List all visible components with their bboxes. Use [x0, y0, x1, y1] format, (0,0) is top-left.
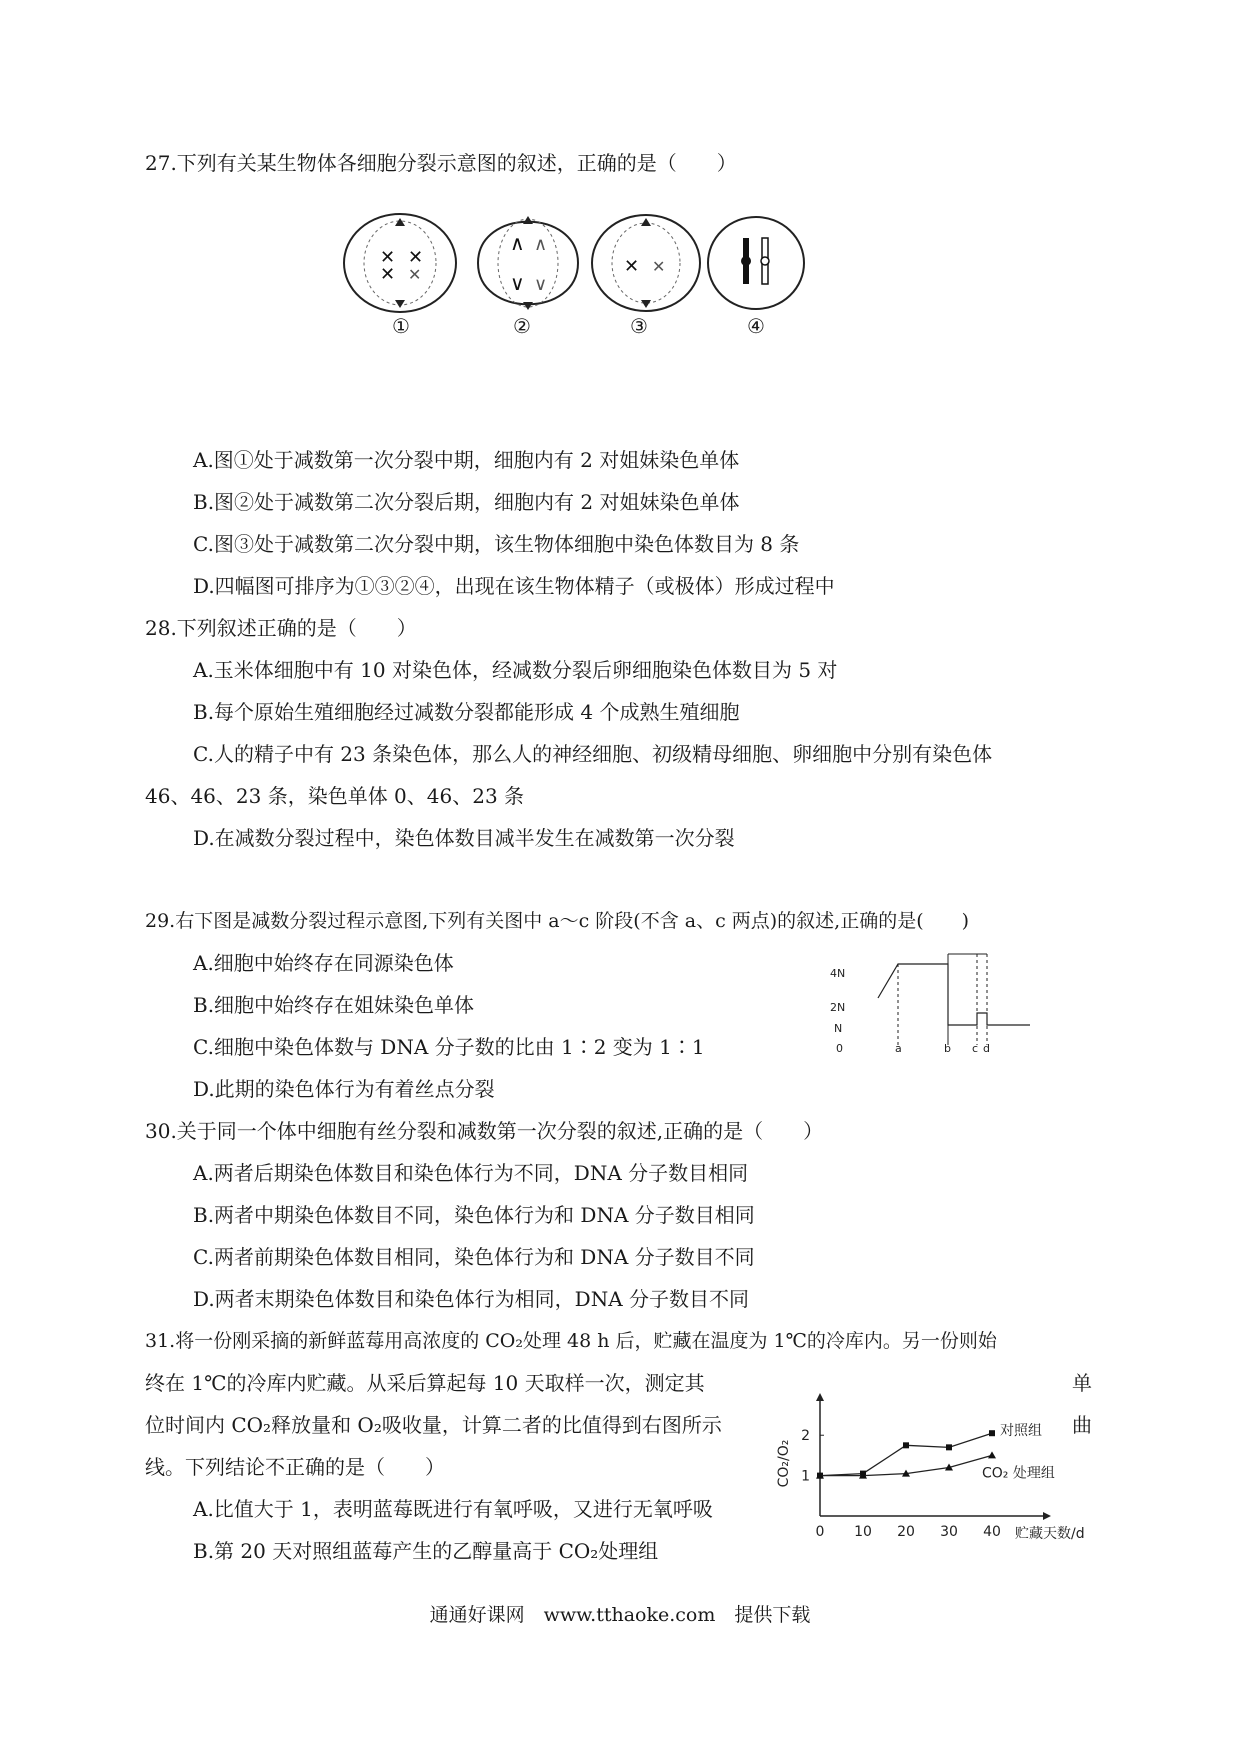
q29-option-b: B.细胞中始终存在姐妹染色单体: [193, 993, 475, 1017]
q30-option-b: B.两者中期染色体数目不同，染色体行为和 DNA 分子数目相同: [193, 1203, 755, 1227]
x-label-a: a: [895, 1042, 902, 1055]
q30-option-c: C.两者前期染色体数目相同，染色体行为和 DNA 分子数目不同: [193, 1245, 755, 1269]
q31-option-b: B.第 20 天对照组蓝莓产生的乙醇量高于 CO₂处理组: [193, 1539, 659, 1563]
q28-option-b: B.每个原始生殖细胞经过减数分裂都能形成 4 个成熟生殖细胞: [193, 700, 740, 724]
q31-respiration-chart: [770, 1388, 1085, 1558]
q30-stem: 30.关于同一个体中细胞有丝分裂和减数第一次分裂的叙述,正确的是（ ）: [145, 1119, 824, 1143]
svg-text:∨: ∨: [534, 274, 548, 295]
x-label-b: b: [944, 1042, 951, 1055]
y-axis-label: CO₂/O₂: [776, 1439, 792, 1488]
x-label-c: c: [972, 1042, 979, 1055]
q31-stem-line-3: 位时间内 CO₂释放量和 O₂吸收量，计算二者的比值得到右图所示: [145, 1413, 722, 1437]
x-tick-label: 0: [815, 1524, 825, 1540]
q27-option-d: D.四幅图可排序为①③②④，出现在该生物体精子（或极体）形成过程中: [193, 574, 835, 598]
x-tick-label: 30: [940, 1524, 958, 1540]
q28-stem: 28.下列叙述正确的是（ ）: [145, 616, 417, 640]
point-control: [946, 1444, 952, 1450]
svg-text:✕: ✕: [408, 247, 424, 268]
x-tick-label: 10: [854, 1524, 872, 1540]
q29-option-a: A.细胞中始终存在同源染色体: [193, 951, 454, 975]
y-label-2n: 2N: [830, 1001, 846, 1014]
y-label-0: 0: [836, 1042, 843, 1055]
svg-text:∧: ∧: [534, 234, 548, 255]
q29-stem: 29.右下图是减数分裂过程示意图,下列有关图中 a～c 阶段(不含 a、c 两点)的叙述,正确的是( ): [145, 910, 970, 932]
svg-text:✕: ✕: [380, 264, 396, 285]
svg-text:✕: ✕: [624, 256, 640, 277]
q29-meiosis-graph: [830, 940, 1070, 1070]
cell-label-4: ④: [747, 314, 765, 338]
cell-label-2: ②: [513, 314, 531, 338]
y-tick-label: 1: [801, 1468, 810, 1485]
footer-source: 通通好课网 www.tthaoke.com 提供下载: [429, 1604, 811, 1626]
q27-option-b: B.图②处于减数第二次分裂后期，细胞内有 2 对姐妹染色单体: [193, 490, 740, 514]
q28-option-c: C.人的精子中有 23 条染色体，那么人的神经细胞、初级精母细胞、卵细胞中分别有染色体: [193, 742, 993, 766]
q31-stem-line-4: 线。下列结论不正确的是（ ）: [145, 1455, 445, 1479]
q31-stem-tail-1: 单: [1072, 1371, 1092, 1395]
q27-stem: 27.下列有关某生物体各细胞分裂示意图的叙述，正确的是（ ）: [145, 151, 737, 175]
cell-label-1: ①: [392, 314, 410, 338]
y-axis-arrow: [816, 1393, 824, 1401]
svg-text:✕: ✕: [380, 247, 396, 268]
y-label-n: N: [834, 1022, 843, 1035]
svg-text:∧: ∧: [510, 231, 525, 255]
series-label-0: 对照组: [1000, 1423, 1042, 1440]
svg-text:∨: ∨: [510, 271, 525, 295]
q29-option-c: C.细胞中染色体数与 DNA 分子数的比由 1∶2 变为 1∶1: [193, 1035, 705, 1059]
q31-option-a: A.比值大于 1，表明蓝莓既进行有氧呼吸，又进行无氧呼吸: [193, 1497, 713, 1521]
q28-option-a: A.玉米体细胞中有 10 对染色体，经减数分裂后卵细胞染色体数目为 5 对: [193, 658, 838, 682]
y-label-4n: 4N: [830, 967, 846, 980]
point-co2: [988, 1451, 996, 1458]
svg-text:✕: ✕: [652, 257, 666, 276]
svg-text:✕: ✕: [408, 265, 422, 284]
q30-option-a: A.两者后期染色体数目和染色体行为不同，DNA 分子数目相同: [193, 1161, 749, 1185]
q28-option-d: D.在减数分裂过程中，染色体数目减半发生在减数第一次分裂: [193, 826, 735, 850]
cell-label-3: ③: [630, 314, 648, 338]
x-axis-label: 贮藏天数/d: [1015, 1526, 1085, 1542]
q31-stem-line-2: 终在 1℃的冷库内贮藏。从采后算起每 10 天取样一次，测定其: [145, 1371, 705, 1395]
x-label-d: d: [983, 1042, 990, 1055]
q29-option-d: D.此期的染色体行为有着丝点分裂: [193, 1077, 495, 1101]
cell-4: [708, 217, 804, 309]
point-control: [903, 1442, 909, 1448]
cell-1: [344, 214, 456, 312]
series-line-0: [820, 1433, 992, 1475]
point-control: [989, 1430, 995, 1436]
q31-stem-tail-2: 曲: [1072, 1413, 1092, 1437]
q28-option-c-continued: 46、46、23 条，染色单体 0、46、23 条: [145, 784, 525, 808]
x-tick-label: 20: [897, 1524, 915, 1540]
q30-option-d: D.两者末期染色体数目和染色体行为相同，DNA 分子数目不同: [193, 1287, 750, 1311]
cell-2: [478, 216, 578, 310]
q27-option-a: A.图①处于减数第一次分裂中期，细胞内有 2 对姐妹染色单体: [193, 448, 740, 472]
y-tick-label: 2: [801, 1428, 810, 1445]
cell-3: [592, 215, 700, 311]
q31-stem-line-1: 31.将一份刚采摘的新鲜蓝莓用高浓度的 CO₂处理 48 h 后，贮藏在温度为 1℃的冷库内。另一份则始: [145, 1330, 997, 1352]
x-tick-label: 40: [983, 1524, 1001, 1540]
series-label-1: CO₂ 处理组: [982, 1465, 1055, 1482]
q27-option-c: C.图③处于减数第二次分裂中期，该生物体细胞中染色体数目为 8 条: [193, 532, 800, 556]
x-axis-arrow: [1043, 1512, 1051, 1520]
